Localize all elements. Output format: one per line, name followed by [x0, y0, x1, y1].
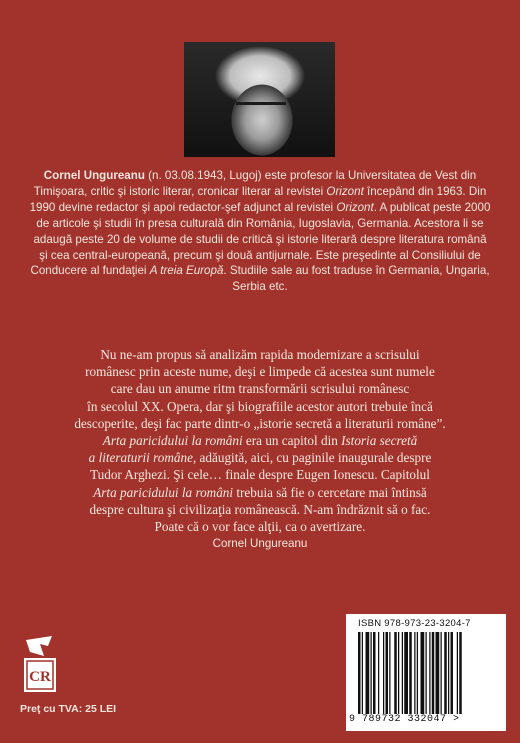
- bio-text-3: . A publicat peste 2000 de articole şi studii în presa culturală din România, Iugoslavia, Germania. Acestora li se adaugă peste 20 de volume de studii de critică şi istorie literară despre literatura română şi cea central-europeană, precum şi două antijurnale. Este preşedinte al Consiliului de Conducere al fundaţiei: [30, 200, 491, 278]
- excerpt-text: , adăugită, aici, cu paginile inaugurale despre: [192, 450, 432, 466]
- barcode: [358, 632, 494, 714]
- excerpt-signature: Cornel Ungureanu: [212, 537, 308, 551]
- logo-text: CR: [29, 669, 51, 685]
- excerpt-line: Nu ne-am propus să analizăm rapida modernizare a scrisului: [100, 347, 420, 362]
- book-excerpt: [24, 346, 496, 552]
- glasses-detail: [236, 102, 286, 119]
- isbn-number: ISBN 978-973-23-3204-7: [358, 618, 471, 629]
- bio-text-1: (n. 03.08.1943, Lugoj) este profesor la Universitatea de Vest din Timişoara, critic şi istoric literar, cronicar literar al revistei: [33, 169, 477, 198]
- foundation-name: A treia Europă: [149, 264, 224, 278]
- excerpt-line: despre cultura şi civilizaţia românească. N-am îndrăznit să o fac.: [89, 501, 431, 517]
- isbn-box: [346, 614, 506, 731]
- book-title: Istoria secretă: [341, 433, 418, 449]
- excerpt-text: era un capitol din: [242, 433, 342, 449]
- barcode-digits: 9 789732 332047 >: [349, 714, 460, 725]
- excerpt-line: [24, 432, 496, 449]
- author-bio: [28, 168, 492, 295]
- excerpt-line: în secolul XX. Opera, dar şi biografiile acestor autori trebuie încă: [87, 398, 433, 414]
- book-title: Arta paricidului la români: [93, 484, 234, 500]
- book-title: Arta paricidului la români: [102, 433, 243, 449]
- price-label: Preţ cu TVA: 25 LEI: [20, 703, 117, 715]
- excerpt-line: descoperite, deşi fac parte dintr-o „istorie secretă a literaturii române”.: [74, 415, 446, 431]
- author-name: Cornel Ungureanu: [43, 169, 145, 182]
- excerpt-line: care dau un anume ritm transformării scrisului românesc: [110, 381, 410, 397]
- excerpt-line: [24, 449, 496, 466]
- journal-title-1: Orizont: [326, 184, 364, 198]
- excerpt-line: Poate că o vor face alţii, ca o avertizare.: [154, 519, 366, 535]
- journal-title-2: Orizont: [336, 200, 374, 214]
- excerpt-line: românesc prin aceste nume, deşi e limpede că acestea sunt numele: [85, 364, 435, 380]
- excerpt-line: [24, 484, 496, 501]
- bio-text-4: . Studiile sale au fost traduse în Germania, Ungaria, Serbia etc.: [223, 264, 490, 294]
- excerpt-text: trebuia să fie o cercetare mai întinsă: [233, 484, 427, 500]
- author-photo: [184, 42, 335, 157]
- book-title: a literaturii române: [88, 450, 193, 466]
- publisher-logo: [22, 634, 58, 696]
- excerpt-line: Tudor Arghezi. Şi cele… finale despre Eugen Ionescu. Capitolul: [90, 467, 430, 483]
- bio-text-2: începând din 1963. Din 1990 devine redactor şi apoi redactor-şef adjunct al revistei: [29, 184, 487, 214]
